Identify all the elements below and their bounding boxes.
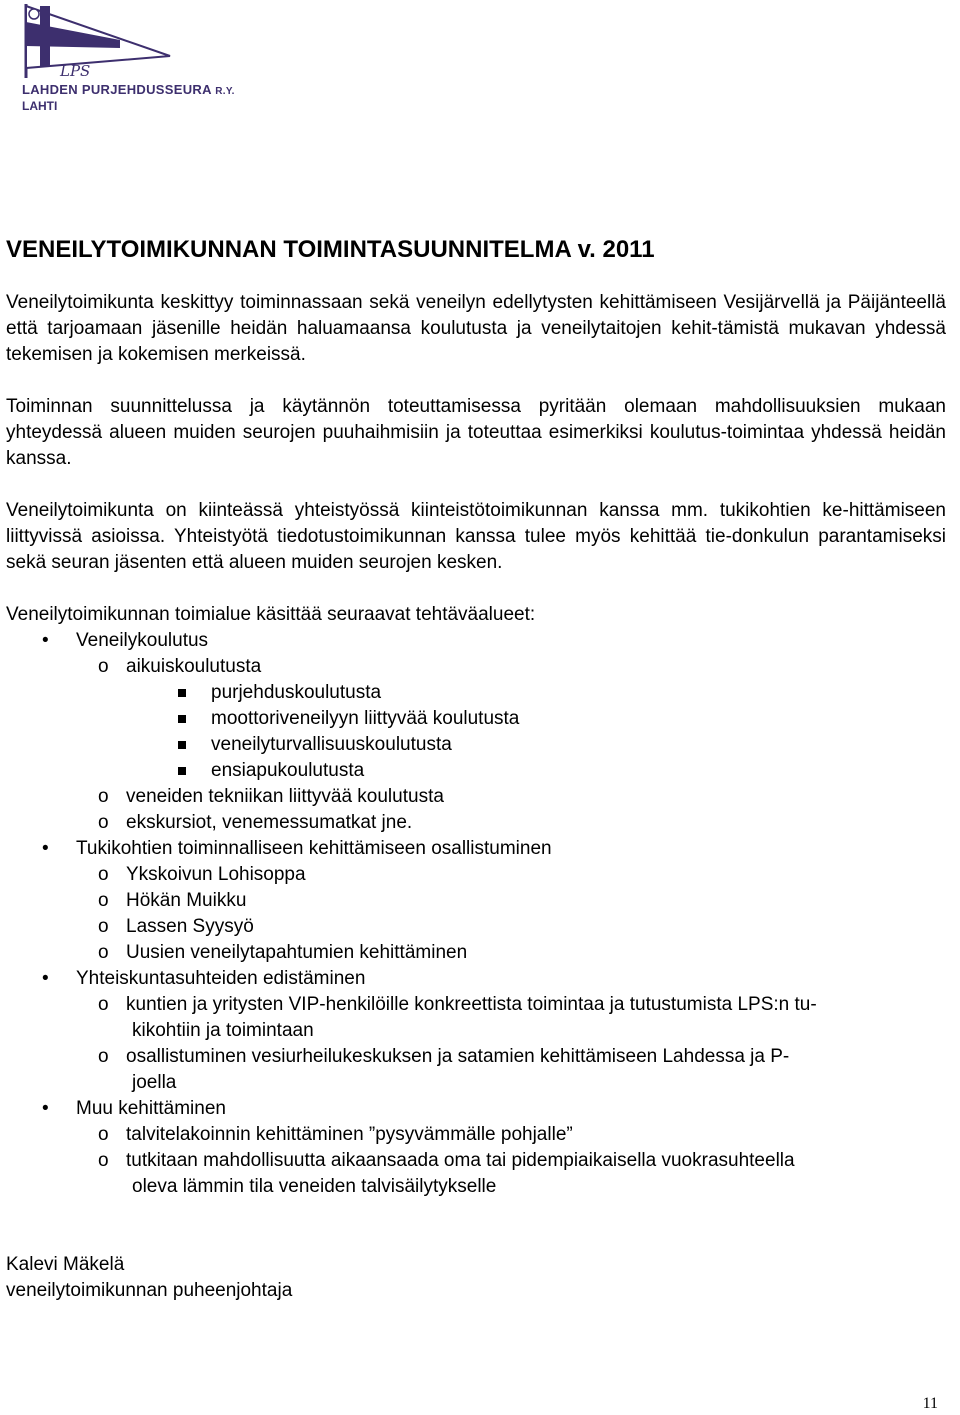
paragraph-1: Veneilytoimikunta keskittyy toiminnassaan sekä veneilyn edellytysten kehittämiseen Vesijärvellä ja Päijänteellä että tarjoamaan jäsenille heidän haluamaansa koulutusta ja veneilytaitojen kehit-tämistä mukavan yhdessä tekemisen ja kokemisen merkeissä.: [6, 292, 946, 365]
task-label: Tukikohtien toiminnalliseen kehittämiseen osallistuminen: [76, 838, 552, 859]
subtask-text: aikuiskoulutusta: [126, 656, 262, 677]
task-item: [6, 1096, 946, 1200]
detail-list: [126, 680, 946, 784]
task-label: Muu kehittäminen: [76, 1098, 226, 1119]
subtask-item: [76, 810, 946, 836]
subtask-continuation: joella: [132, 1072, 177, 1093]
detail-item: moottoriveneilyyn liittyvää koulutusta: [126, 706, 946, 732]
club-name: [22, 82, 235, 97]
circle-bullet-icon: o: [98, 916, 109, 937]
logo-monogram: LPS: [60, 62, 91, 80]
signer-role: veneilytoimikunnan puheenjohtaja: [6, 1280, 293, 1301]
subtask-list: [76, 992, 946, 1096]
subtask-text: kuntien ja yritysten VIP-henkilöille konkreettista toimintaa ja tutustumista LPS:n tu-: [126, 994, 817, 1015]
circle-bullet-icon: o: [98, 942, 109, 963]
subtask-text: Hökän Muikku: [126, 890, 247, 911]
subtask-item: [76, 862, 946, 888]
subtask-item: [76, 654, 946, 784]
subtask-item: [76, 1044, 946, 1096]
paragraph-2: Toiminnan suunnittelussa ja käytännön toteuttamisessa pyritään olemaan mahdollisuuksien mukaan yhteydessä alueen muiden seurojen puuhaihmisiin ja toteuttaa esimerkiksi koulutus-toimintaa yhdessä heidän kanssa.: [6, 396, 946, 469]
signature-block: [6, 1252, 946, 1304]
circle-bullet-icon: o: [98, 994, 109, 1015]
document-title: VENEILYTOIMIKUNNAN TOIMINTASUUNNITELMA v. 2011: [6, 236, 655, 263]
task-item: [6, 628, 946, 836]
task-label: Veneilykoulutus: [76, 630, 209, 651]
detail-item: veneilyturvallisuuskoulutusta: [126, 732, 946, 758]
club-city: LAHTI: [22, 99, 58, 113]
detail-item: ensiapukoulutusta: [126, 758, 946, 784]
subtask-continuation: kikohtiin ja toimintaan: [132, 1020, 314, 1041]
club-logo: [20, 4, 235, 116]
task-label: Yhteiskuntasuhteiden edistäminen: [76, 968, 366, 989]
subtask-continuation: oleva lämmin tila veneiden talvisäilytykselle: [132, 1176, 497, 1197]
club-suffix: R.Y.: [215, 86, 235, 97]
list-intro: Veneilytoimikunnan toimialue käsittää seuraavat tehtäväalueet:: [6, 604, 536, 625]
subtask-text: Uusien veneilytapahtumien kehittäminen: [126, 942, 468, 963]
task-item: [6, 836, 946, 966]
subtask-item: [76, 992, 946, 1044]
subtask-text: Ykskoivun Lohisoppa: [126, 864, 306, 885]
subtask-text: osallistuminen vesiurheilukeskuksen ja satamien kehittämiseen Lahdessa ja P-: [126, 1046, 790, 1067]
circle-bullet-icon: o: [98, 656, 109, 677]
subtask-item: [76, 1148, 946, 1200]
circle-bullet-icon: o: [98, 864, 109, 885]
subtask-item: [76, 914, 946, 940]
subtask-item: [76, 940, 946, 966]
page-number: 11: [922, 1395, 938, 1412]
task-list: [6, 628, 946, 1200]
subtask-item: [76, 1122, 946, 1148]
circle-bullet-icon: o: [98, 1124, 109, 1145]
pennant-flag-icon: [20, 4, 220, 84]
circle-bullet-icon: o: [98, 786, 109, 807]
circle-bullet-icon: o: [98, 1046, 109, 1067]
subtask-item: [76, 888, 946, 914]
subtask-text: ekskursiot, venemessumatkat jne.: [126, 812, 413, 833]
circle-bullet-icon: o: [98, 890, 109, 911]
subtask-text: Lassen Syysyö: [126, 916, 254, 937]
subtask-text: tutkitaan mahdollisuutta aikaansaada oma tai pidempiaikaisella vuokrasuhteella: [126, 1150, 795, 1171]
document-body: [6, 290, 946, 1304]
task-item: [6, 966, 946, 1096]
detail-item: purjehduskoulutusta: [126, 680, 946, 706]
subtask-text: talvitelakoinnin kehittäminen ”pysyvämmälle pohjalle”: [126, 1124, 573, 1145]
subtask-list: [76, 1122, 946, 1200]
subtask-list: [76, 654, 946, 836]
signer-name: Kalevi Mäkelä: [6, 1254, 125, 1275]
subtask-item: [76, 784, 946, 810]
circle-bullet-icon: o: [98, 1150, 109, 1171]
subtask-list: [76, 862, 946, 966]
paragraph-3: Veneilytoimikunta on kiinteässä yhteistyössä kiinteistötoimikunnan kanssa mm. tukikohtien ke-hittämiseen liittyvissä asioissa. Yhteistyötä tiedotustoimikunnan kanssa tulee myös kehittää tie-donkulun parantamiseksi sekä seuran jäsenten että alueen muiden seurojen kesken.: [6, 500, 946, 573]
club-name-text: LAHDEN PURJEHDUSSEURA: [22, 82, 212, 97]
circle-bullet-icon: o: [98, 812, 109, 833]
subtask-text: veneiden tekniikan liittyvää koulutusta: [126, 786, 444, 807]
